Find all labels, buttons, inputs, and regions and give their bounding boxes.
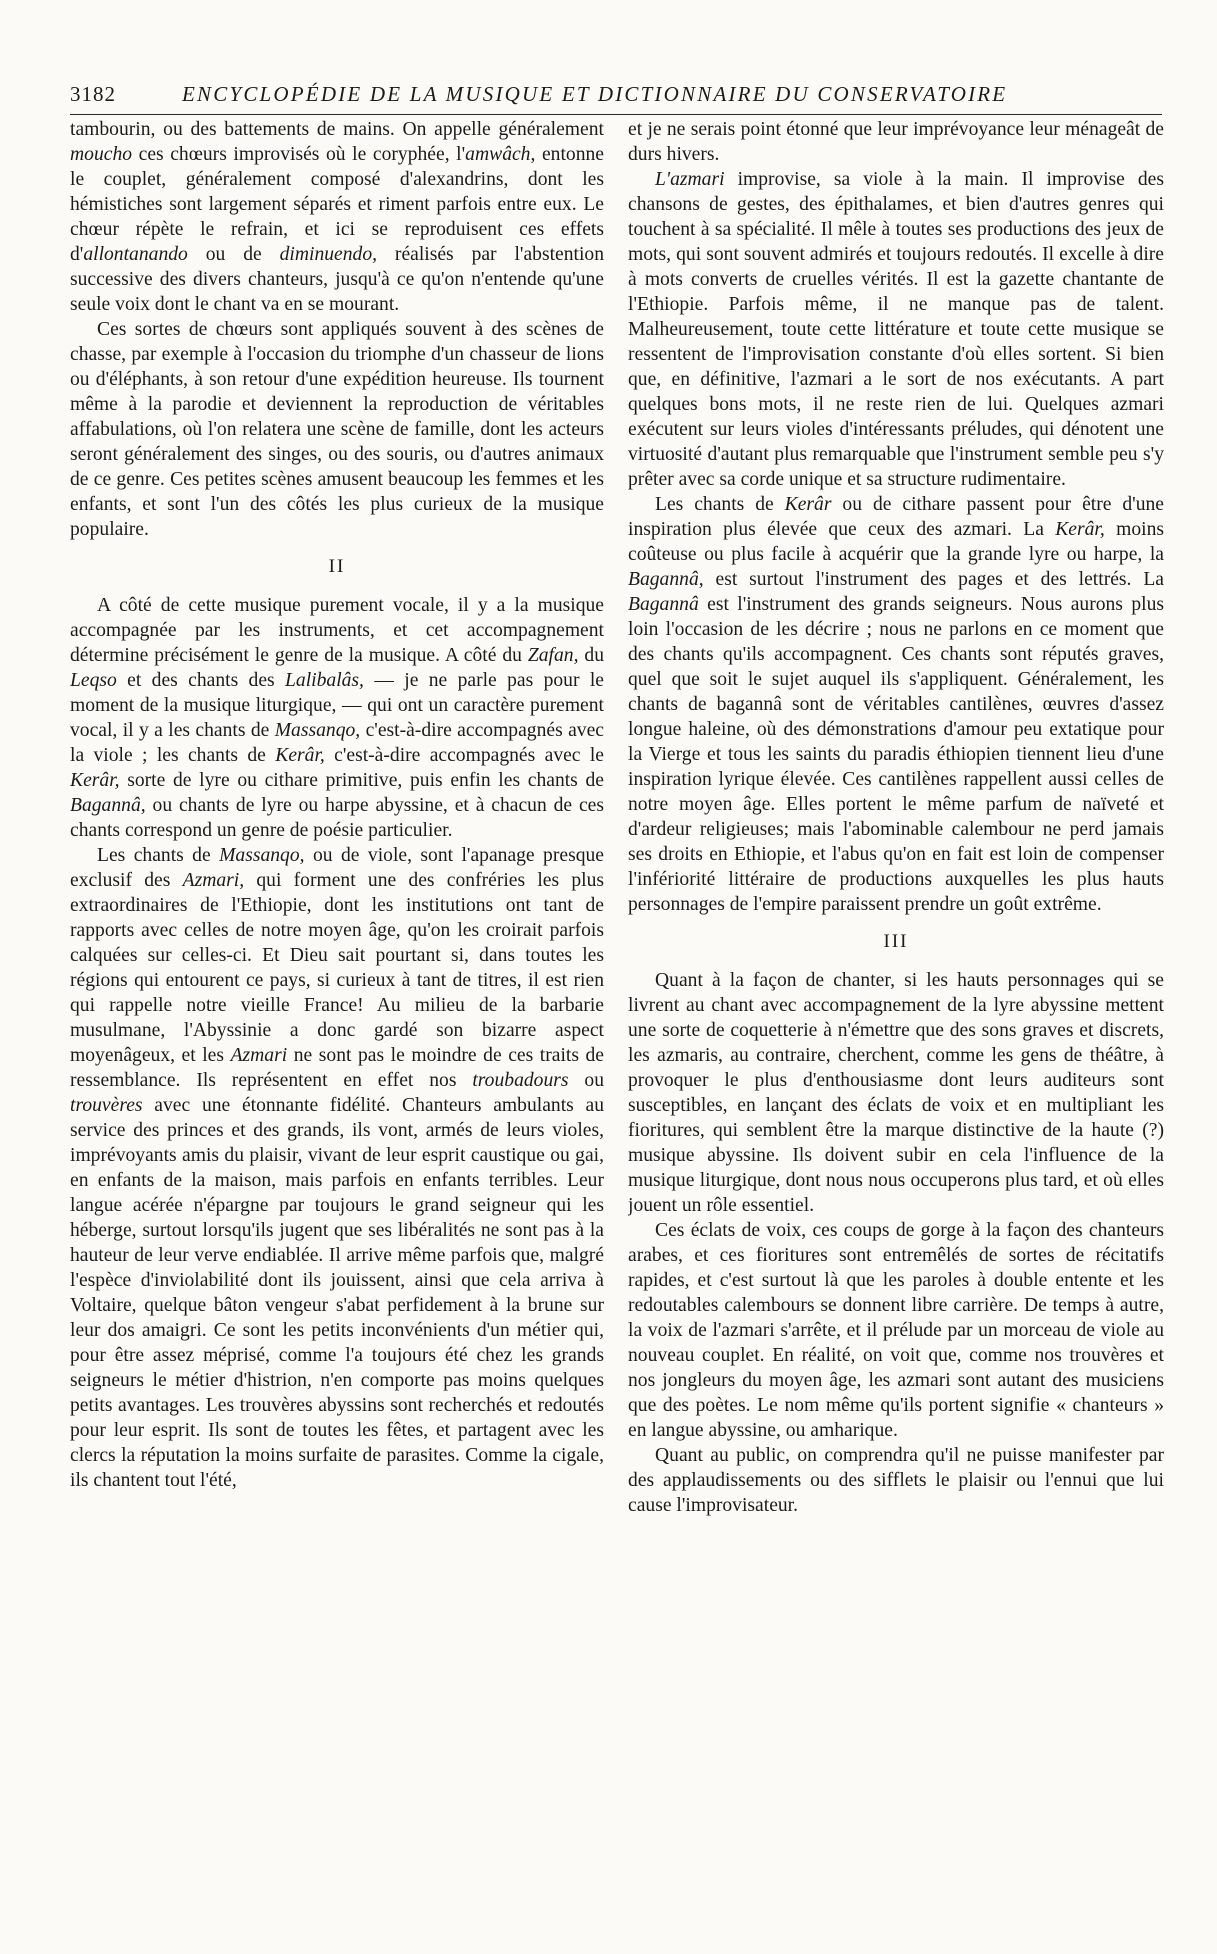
left-column bbox=[70, 117, 604, 1837]
paragraph: L'azmari improvise, sa viole à la main. Il improvise des chansons de gestes, des épithalames, et bien d'autres genres qui touchent à sa spécialité. Il mêle à toutes ses productions des jeux de mots, qui sont souvent admirés et toujours redoutés. Il excelle à dire à mots converts de cruelles vérités. Il est la gazette chantante de l'Ethiopie. Parfois même, il ne manque pas de talent. Malheureusement, toute cette littérature et toute cette musique se ressentent de l'improvisation constante d'où elles sortent. Si bien que, en définitive, l'azmari a le sort de nos exécutants. A part quelques bons mots, il ne reste rien de lui. Quelques azmari exécutent sur leurs violes d'intéressants préludes, qui dénotent une virtuosité d'autant plus remarquable que l'instrument semble peu s'y prêter avec sa corde unique et sa structure rudimentaire. bbox=[628, 169, 1164, 490]
running-title: ENCYCLOPÉDIE DE LA MUSIQUE ET DICTIONNAIRE DU CONSERVATOIRE bbox=[182, 82, 1008, 106]
section-heading: III bbox=[883, 931, 909, 952]
running-header bbox=[70, 80, 1162, 115]
paragraph: tambourin, ou des battements de mains. On appelle généralement moucho ces chœurs improvisés où le coryphée, l'amwâch, entonne le couplet, généralement composé d'alexandrins, dont les hémistiches sont largement séparés et riment parfois entre eux. Le chœur répète le refrain, et ici se reproduisent ces effets d'allontanando ou de diminuendo, réalisés par l'abstention successive des divers chanteurs, jusqu'à ce qu'on n'entende qu'une seule voix dont le chant va en se mourant. bbox=[70, 119, 604, 315]
section-heading: II bbox=[328, 556, 346, 577]
paragraph: Quant à la façon de chanter, si les hauts personnages qui se livrent au chant avec accompagnement de la lyre abyssine mettent une sorte de coquetterie à n'émettre que des sons graves et discrets, les azmaris, au contraire, cherchent, comme les gens de théâtre, à provoquer le plus d'enthousiasme dont leurs auditeurs sont susceptibles, en lançant des éclats de voix et en multipliant les fioritures, qui semblent être la marque distinctive de la haute (?) musique abyssine. Ils doivent subir en cela l'influence de la musique liturgique, dont nous nous occuperons plus tard, et où elles jouent un rôle essentiel. bbox=[628, 970, 1164, 1216]
paragraph: Quant au public, on comprendra qu'il ne puisse manifester par des applaudissements ou des sifflets le plaisir ou l'ennui que lui cause l'improvisateur. bbox=[628, 1445, 1164, 1516]
paragraph: A côté de cette musique purement vocale, il y a la musique accompagnée par les instruments, et cet accompagnement détermine précisément le genre de la musique. A côté du Zafan, du Leqso et des chants des Lalibalâs, — je ne parle pas pour le moment de la musique liturgique, — qui ont un caractère purement vocal, il y a les chants de Massanqo, c'est-à-dire accompagnés avec la viole ; les chants de Kerâr, c'est-à-dire accompagnés avec le Kerâr, sorte de lyre ou cithare primitive, puis enfin les chants de Bagannâ, ou chants de lyre ou harpe abyssine, et à chacun de ces chants correspond un genre de poésie particulier. bbox=[70, 595, 604, 841]
paragraph: Ces sortes de chœurs sont appliqués souvent à des scènes de chasse, par exemple à l'occasion du triomphe d'un chasseur de lions ou d'éléphants, à son retour d'une expédition heureuse. Ils tournent même à la parodie et deviennent la reproduction de véritables affabulations, où l'on relatera une scène de famille, dont les acteurs seront généralement des singes, ou des souris, ou d'autres animaux de ce genre. Ces petites scènes amusent beaucoup les femmes et les enfants, et sont l'un des côtés les plus curieux de la musique populaire. bbox=[70, 319, 604, 540]
paragraph: Les chants de Massanqo, ou de viole, sont l'apanage presque exclusif des Azmari, qui forment une des confréries les plus extraordinaires de l'Ethiopie, dont les institutions ont tant de rapports avec celles de notre moyen âge, qu'on les croirait parfois calquées sur celles-ci. Et Dieu sait pourtant si, dans toutes les régions qui entourent ce pays, si curieux à tant de titres, il est rien qui rappelle notre vieille France! Au milieu de la barbarie musulmane, l'Abyssinie a donc gardé son bizarre aspect moyenâgeux, et les Azmari ne sont pas le moindre de ces traits de ressemblance. Ils représentent en effet nos troubadours ou trouvères avec une étonnante fidélité. Chanteurs ambulants au service des princes et des grands, ils vont, armés de leurs violes, imprévoyants amis du plaisir, vivant de leur esprit caustique ou gai, en enfants de la maison, mais parfois en enfants terribles. Leur langue acérée n'épargne par toujours le grand seigneur qui les héberge, surtout lorsqu'ils jugent que ses libéralités ne sont pas à la hauteur de leur verve endiablée. Il arrive même parfois que, malgré l'espèce d'inviolabilité dont ils jouissent, ainsi que cela arriva à Voltaire, quelque bâton vengeur s'abat perfidement à la brune sur leur dos amaigri. Ce sont les petits inconvénients d'un métier qui, pour être assez méprisé, comme l'a toujours été chez les grands seigneurs le métier d'histrion, n'en comporte pas moins quelques petits avantages. Les trouvères abyssins sont recherchés et redoutés pour leur esprit. Ils sont de toutes les fêtes, et partagent avec les clercs la réputation la moins surfaite de parasites. Comme la cigale, ils chantent tout l'été, bbox=[70, 845, 604, 1491]
paragraph: et je ne serais point étonné que leur imprévoyance leur ménageât de durs hivers. bbox=[628, 119, 1164, 165]
page-number: 3182 bbox=[70, 82, 116, 106]
right-column bbox=[628, 117, 1164, 1837]
paragraph: Ces éclats de voix, ces coups de gorge à la façon des chanteurs arabes, et ces fioritures sont entremêlés de sortes de récitatifs rapides, et c'est surtout là que les paroles à double entente et les redoutables calembours se donnent libre carrière. De temps à autre, la voix de l'azmari s'arrête, et il prélude par un morceau de viole au nouveau couplet. En réalité, on voit que, comme nos trouvères et nos jongleurs du moyen âge, les azmari sont autant des musiciens que des poètes. Le nom même qu'ils portent signifie « chanteurs » en langue abyssine, ou amharique. bbox=[628, 1220, 1164, 1441]
paragraph: Les chants de Kerâr ou de cithare passent pour être d'une inspiration plus élevée que ceux des azmari. La Kerâr, moins coûteuse ou plus facile à acquérir que la grande lyre ou harpe, la Bagannâ, est surtout l'instrument des pages et des lettrés. La Bagannâ est l'instrument des grands seigneurs. Nous aurons plus loin l'occasion de les décrire ; nous ne parlons en ce moment que des chants qu'ils accompagnent. Ces chants sont réputés graves, quel que soit le sujet auquel ils s'appliquent. Généralement, les chants de bagannâ sont de véritables cantilènes, œuvres d'assez longue haleine, où des démonstrations d'amour peu extatique pour la Vierge et tous les saints du paradis éthiopien tiennent lieu d'une inspiration lyrique élevée. Ces cantilènes rappellent aussi celles de notre moyen âge. Elles portent le même parfum de naïveté et d'ardeur religieuses; mais l'abominable calembour ne perd jamais ses droits en Ethiopie, et l'abus qu'on en fait est loin de compenser l'infériorité littéraire de productions auxquelles les plus hauts personnages de l'empire paraissent prendre un goût extrême. bbox=[628, 494, 1164, 915]
